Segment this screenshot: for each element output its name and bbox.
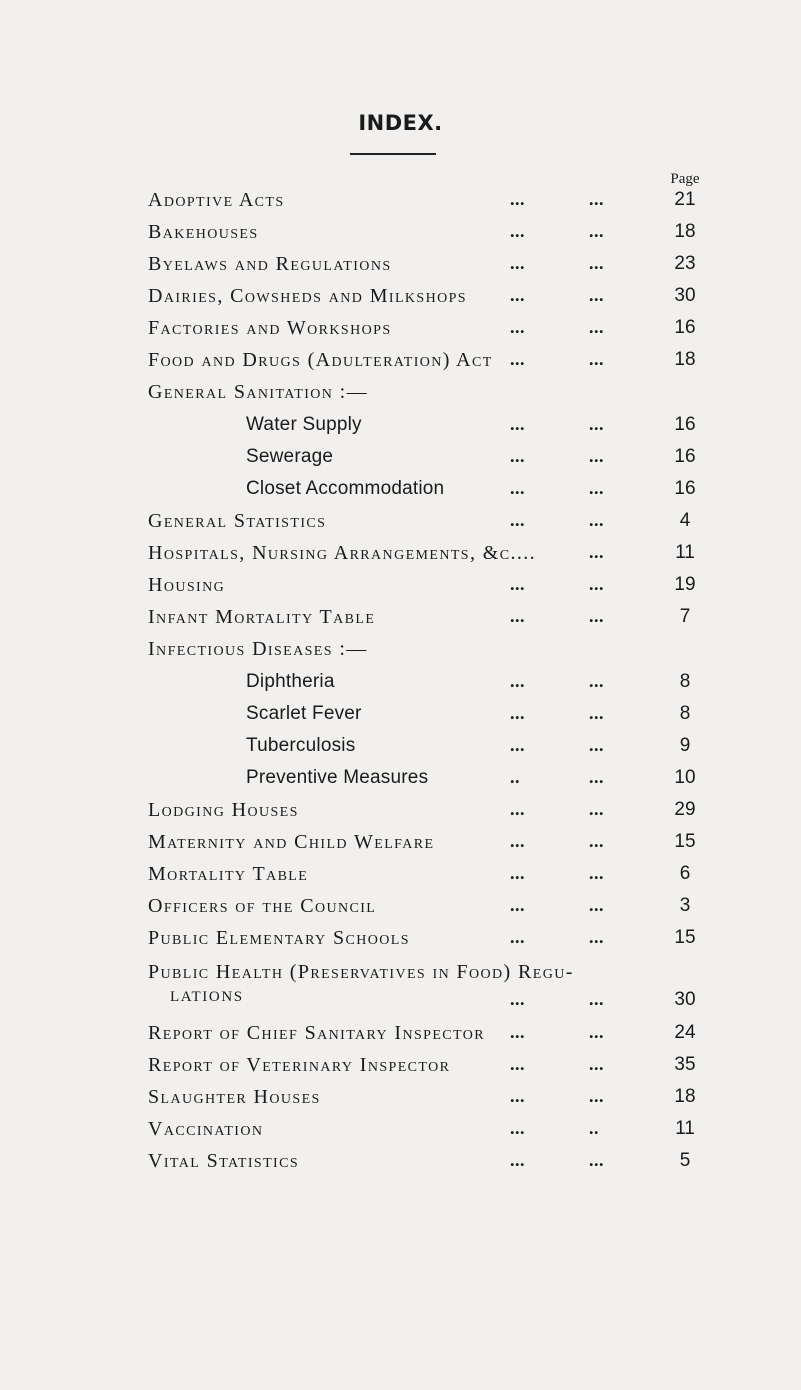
page-number: 6 <box>679 863 691 884</box>
entry-label: Mortality Table <box>148 863 309 885</box>
leader-dots: ... <box>510 989 525 1009</box>
leader-dots: ... <box>589 671 604 691</box>
entry-label: Lodging Houses <box>148 799 299 821</box>
leader-dots: ... <box>510 574 525 594</box>
page-number: 16 <box>674 478 696 499</box>
index-section-heading <box>0 638 801 664</box>
leader-dots: .. <box>510 767 520 787</box>
entry-label: Preventive Measures <box>246 767 429 788</box>
page-number: 18 <box>674 221 696 242</box>
page-column-heading: Page <box>670 171 700 187</box>
page-number: 21 <box>674 189 696 210</box>
leader-dots: ... <box>589 735 604 755</box>
index-entry <box>0 1118 801 1144</box>
page-number: 8 <box>679 703 691 724</box>
leader-dots: ... <box>589 1086 604 1106</box>
leader-dots: ... <box>589 510 604 530</box>
leader-dots: ... <box>510 735 525 755</box>
leader-dots: ... <box>510 831 525 851</box>
entry-label: Adoptive Acts <box>148 189 285 211</box>
leader-dots: .. <box>589 1118 599 1138</box>
leader-dots: ... <box>589 285 604 305</box>
index-entry <box>0 799 801 825</box>
entry-label: Food and Drugs (Adulteration) Act <box>148 349 493 371</box>
entry-label: Bakehouses <box>148 221 259 243</box>
page-number: 29 <box>674 799 696 820</box>
leader-dots: ... <box>589 317 604 337</box>
leader-dots: ... <box>510 446 525 466</box>
leader-dots: ... <box>589 478 604 498</box>
leader-dots: ... <box>589 542 604 562</box>
leader-dots: ... <box>589 189 604 209</box>
entry-label: Closet Accommodation <box>246 478 445 499</box>
leader-dots: ... <box>510 478 525 498</box>
leader-dots: ... <box>510 799 525 819</box>
leader-dots: ... <box>589 221 604 241</box>
leader-dots: ... <box>510 414 525 434</box>
leader-dots: ... <box>589 831 604 851</box>
leader-dots: ... <box>510 895 525 915</box>
entry-label: Maternity and Child Welfare <box>148 831 435 853</box>
leader-dots: ... <box>510 1086 525 1106</box>
leader-dots: ... <box>589 927 604 947</box>
index-entry <box>0 285 801 311</box>
index-entry <box>0 1086 801 1112</box>
leader-dots: ... <box>510 703 525 723</box>
entry-label: Sewerage <box>246 446 334 467</box>
leader-dots: ... <box>510 349 525 369</box>
entry-label: Report of Veterinary Inspector <box>148 1054 451 1076</box>
leader-dots: ... <box>589 895 604 915</box>
leader-dots: ... <box>589 767 604 787</box>
entry-label: Officers of the Council <box>148 895 377 917</box>
index-entry <box>0 1022 801 1048</box>
page-number: 8 <box>679 671 691 692</box>
leader-dots: ... <box>510 1054 525 1074</box>
page-number: 10 <box>674 767 696 788</box>
index-entry-continuation <box>0 989 801 1015</box>
leader-dots: ... <box>589 414 604 434</box>
page-number: 15 <box>674 927 696 948</box>
index-subentry <box>0 446 801 472</box>
leader-dots: ... <box>589 446 604 466</box>
index-section-heading <box>0 381 801 407</box>
page-number: 30 <box>674 989 696 1010</box>
leader-dots: ... <box>589 989 604 1009</box>
page-number: 15 <box>674 831 696 852</box>
leader-dots: ... <box>589 799 604 819</box>
entry-label: LATIONS <box>170 989 244 1005</box>
entry-label: Report of Chief Sanitary Inspector <box>148 1022 485 1044</box>
page-number: 16 <box>674 414 696 435</box>
entry-label: Hospitals, Nursing Arrangements, &c.... <box>148 542 537 564</box>
index-entry <box>0 510 801 536</box>
entry-label: Vital Statistics <box>148 1150 300 1172</box>
entry-label: Infant Mortality Table <box>148 606 376 628</box>
index-entry <box>0 831 801 857</box>
page-number: 5 <box>679 1150 691 1171</box>
index-entry <box>0 574 801 600</box>
page-number: 24 <box>674 1022 696 1043</box>
leader-dots: ... <box>510 1150 525 1170</box>
index-entry <box>0 863 801 889</box>
index-entry <box>0 895 801 921</box>
entry-label: Scarlet Fever <box>246 703 362 724</box>
page-number: 7 <box>679 606 691 627</box>
page-number: 16 <box>674 446 696 467</box>
entry-label: Public Elementary Schools <box>148 927 410 949</box>
leader-dots: ... <box>510 189 525 209</box>
entry-label: Diphtheria <box>246 671 335 692</box>
leader-dots: ... <box>589 574 604 594</box>
leader-dots: ... <box>589 1022 604 1042</box>
page-number: 9 <box>679 735 691 756</box>
page-number: 11 <box>675 1118 695 1139</box>
index-entry <box>0 961 801 987</box>
index-entry <box>0 189 801 215</box>
page-number: 4 <box>679 510 691 531</box>
page-title: INDEX. <box>358 111 443 135</box>
page-number: 18 <box>674 349 696 370</box>
page-number: 3 <box>679 895 691 916</box>
leader-dots: ... <box>510 285 525 305</box>
entry-label: Slaughter Houses <box>148 1086 321 1108</box>
index-entry <box>0 927 801 953</box>
entry-label: Vaccination <box>148 1118 264 1140</box>
leader-dots: ... <box>510 221 525 241</box>
leader-dots: ... <box>510 606 525 626</box>
index-entry <box>0 253 801 279</box>
entry-label: Public Health (Preservatives in Food) Regu- <box>148 961 574 983</box>
leader-dots: ... <box>589 703 604 723</box>
page-number: 11 <box>675 542 695 563</box>
leader-dots: ... <box>589 1054 604 1074</box>
page-number: 18 <box>674 1086 696 1107</box>
leader-dots: ... <box>510 1022 525 1042</box>
index-subentry <box>0 767 801 793</box>
index-subentry <box>0 735 801 761</box>
entry-label: General Sanitation :— <box>148 381 369 403</box>
leader-dots: ... <box>589 863 604 883</box>
leader-dots: ... <box>589 253 604 273</box>
entry-label: General Statistics <box>148 510 327 532</box>
index-entry <box>0 1150 801 1176</box>
leader-dots: ... <box>510 671 525 691</box>
entry-label: Factories and Workshops <box>148 317 392 339</box>
index-subentry <box>0 703 801 729</box>
entry-label: Dairies, Cowsheds and Milkshops <box>148 285 467 307</box>
index-entry <box>0 317 801 343</box>
index-entry <box>0 606 801 632</box>
leader-dots: ... <box>589 1150 604 1170</box>
entry-label: Infectious Diseases :— <box>148 638 368 660</box>
entry-label: Tuberculosis <box>246 735 356 756</box>
entry-label: Housing <box>148 574 226 596</box>
index-subentry <box>0 414 801 440</box>
index-subentry <box>0 671 801 697</box>
leader-dots: ... <box>589 349 604 369</box>
leader-dots: ... <box>510 510 525 530</box>
leader-dots: ... <box>589 606 604 626</box>
page-number: 19 <box>674 574 696 595</box>
leader-dots: ... <box>510 863 525 883</box>
page-number: 16 <box>674 317 696 338</box>
index-entry <box>0 221 801 247</box>
page-number: 30 <box>674 285 696 306</box>
page-number: 35 <box>674 1054 696 1075</box>
index-entry <box>0 542 801 568</box>
index-subentry <box>0 478 801 504</box>
index-entry <box>0 1054 801 1080</box>
leader-dots: ... <box>510 317 525 337</box>
entry-label: Water Supply <box>246 414 362 435</box>
leader-dots: ... <box>510 1118 525 1138</box>
index-entry <box>0 349 801 375</box>
leader-dots: ... <box>510 253 525 273</box>
leader-dots: ... <box>510 927 525 947</box>
entry-label: Byelaws and Regulations <box>148 253 392 275</box>
page-number: 23 <box>674 253 696 274</box>
